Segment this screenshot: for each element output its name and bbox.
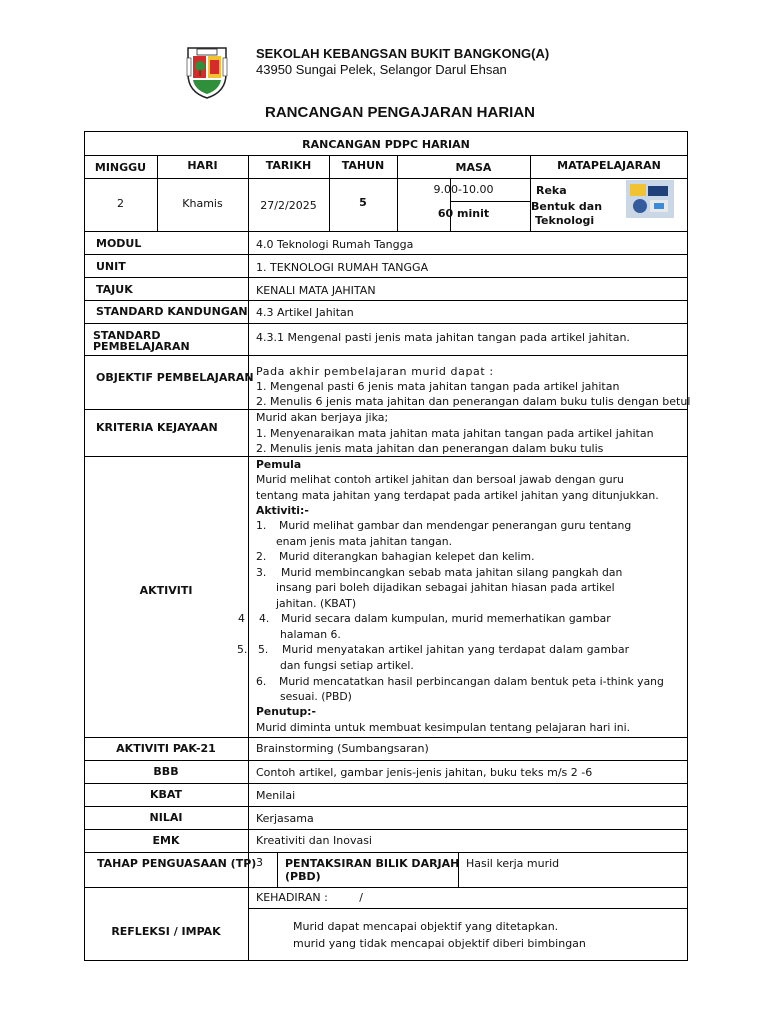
penutup-line-1: Murid diminta untuk membuat kesimpulan tentang pelajaran hari ini. <box>256 721 631 734</box>
label-tp: TAHAP PENGUASAAN (TP) <box>97 857 257 870</box>
subject-picture <box>626 180 674 218</box>
kehadiran: KEHADIRAN : / <box>256 891 364 904</box>
hari-value: Khamis <box>182 197 223 210</box>
pbd-line-2: (PBD) <box>285 870 321 883</box>
header-minggu: MINGGU <box>94 161 147 174</box>
aktiviti-5-number: 5. <box>258 643 269 656</box>
label-bbb: BBB <box>153 765 179 778</box>
label-pak21: AKTIVITI PAK-21 <box>116 742 216 755</box>
label-aktiviti: AKTIVITI <box>139 584 193 597</box>
objektif-line-1: Pada akhir pembelajaran murid dapat : <box>256 365 494 378</box>
label-standard-kandungan: STANDARD KANDUNGAN <box>96 305 248 318</box>
objektif-line-2: 1. Mengenal pasti 6 jenis mata jahitan tangan pada artikel jahitan <box>256 380 620 393</box>
aktiviti-heading: Aktiviti:- <box>256 504 309 517</box>
aktiviti-3-line-2: insang pari boleh dijadikan sebagai jahitan hiasan pada artikel <box>276 581 615 594</box>
aktiviti-5-line-2: dan fungsi setiap artikel. <box>280 659 414 672</box>
subject-line-3: Teknologi <box>535 214 595 227</box>
masa-time: 9.00-10.00 <box>433 183 494 196</box>
aktiviti-1-number: 1. <box>256 519 267 532</box>
label-emk: EMK <box>152 834 180 847</box>
school-logo <box>185 44 229 100</box>
subject-line-2: Bentuk dan <box>531 200 603 213</box>
school-address: 43950 Sungai Pelek, Selangor Darul Ehsan <box>256 62 507 77</box>
kriteria-line-1: Murid akan berjaya jika; <box>256 411 389 424</box>
unit-value: 1. TEKNOLOGI RUMAH TANGGA <box>256 261 429 274</box>
objektif-line-3: 2. Menulis 6 jenis mata jahitan dan penerangan dalam buku tulis dengan betul <box>256 395 691 408</box>
pemula-line-1: Murid melihat contoh artikel jahitan dan bersoal jawab dengan guru <box>256 473 624 486</box>
aktiviti-3-line-3: jahitan. (KBAT) <box>276 597 357 610</box>
page-title: RANCANGAN PENGAJARAN HARIAN <box>264 104 535 121</box>
aktiviti-4-marker: 4 <box>238 612 245 625</box>
modul-value: 4.0 Teknologi Rumah Tangga <box>256 238 414 251</box>
refleksi-line-1: Murid dapat mencapai objektif yang ditetapkan. <box>293 920 559 933</box>
penutup-heading: Penutup:- <box>256 705 316 718</box>
label-standard-pembelajaran-2: PEMBELAJARAN <box>93 340 190 353</box>
school-name: SEKOLAH KEBANGSAN BUKIT BANGKONG(A) <box>256 46 550 61</box>
nilai-value: Kerjasama <box>256 812 314 825</box>
label-nilai: NILAI <box>149 811 183 824</box>
aktiviti-2-line-1: Murid diterangkan bahagian kelepet dan kelim. <box>279 550 535 563</box>
aktiviti-4-line-1: Murid secara dalam kumpulan, murid memerhatikan gambar <box>281 612 611 625</box>
tahun-value: 5 <box>359 196 367 209</box>
masa-duration: 60 minit <box>437 207 490 220</box>
aktiviti-4-number: 4. <box>259 612 270 625</box>
emk-value: Kreativiti dan Inovasi <box>256 834 372 847</box>
aktiviti-6-line-2: sesuai. (PBD) <box>280 690 352 703</box>
pemula-heading: Pemula <box>256 458 302 471</box>
label-kbat: KBAT <box>149 788 183 801</box>
aktiviti-5-marker: 5. <box>237 643 248 656</box>
bbb-value: Contoh artikel, gambar jenis-jenis jahitan, buku teks m/s 2 -6 <box>256 766 593 779</box>
pak21-value: Brainstorming (Sumbangsaran) <box>256 742 429 755</box>
aktiviti-3-number: 3. <box>256 566 267 579</box>
kriteria-line-2: 1. Menyenaraikan mata jahitan mata jahitan tangan pada artikel jahitan <box>256 427 654 440</box>
aktiviti-3-line-1: Murid membincangkan sebab mata jahitan silang pangkah dan <box>281 566 623 579</box>
aktiviti-4-line-2: halaman 6. <box>280 628 341 641</box>
pbd-line-1: PENTAKSIRAN BILIK DARJAH <box>285 857 460 870</box>
hasil-kerja-value: Hasil kerja murid <box>466 857 560 870</box>
header-hari: HARI <box>187 159 218 172</box>
label-unit: UNIT <box>96 260 126 273</box>
label-refleksi: REFLEKSI / IMPAK <box>111 925 221 938</box>
kbat-value: Menilai <box>256 789 296 802</box>
label-modul: MODUL <box>96 237 142 250</box>
tarikh-value: 27/2/2025 <box>260 199 317 212</box>
aktiviti-1-line-2: enam jenis mata jahitan tangan. <box>276 535 453 548</box>
header-tarikh: TARIKH <box>265 159 312 172</box>
header-tahun: TAHUN <box>341 159 385 172</box>
header-matapelajaran: MATAPELAJARAN <box>557 159 661 172</box>
refleksi-line-2: murid yang tidak mencapai objektif diberi bimbingan <box>293 937 586 950</box>
aktiviti-6-number: 6. <box>256 675 267 688</box>
label-standard-pembelajaran-1: STANDARD <box>93 329 161 342</box>
subject-line-1: Reka <box>536 184 567 197</box>
label-objektif: OBJEKTIF PEMBELAJARAN <box>96 371 254 384</box>
tp-value: 3 <box>256 856 263 869</box>
standard-pembelajaran-value: 4.3.1 Mengenal pasti jenis mata jahitan tangan pada artikel jahitan. <box>256 331 630 344</box>
table-caption: RANCANGAN PDPC HARIAN <box>302 138 470 151</box>
pemula-line-2: tentang mata jahitan yang terdapat pada artikel jahitan yang ditunjukkan. <box>256 489 659 502</box>
tajuk-value: KENALI MATA JAHITAN <box>256 284 376 297</box>
aktiviti-5-line-1: Murid menyatakan artikel jahitan yang terdapat dalam gambar <box>282 643 630 656</box>
header-masa: MASA <box>455 161 492 174</box>
aktiviti-1-line-1: Murid melihat gambar dan mendengar penerangan guru tentang <box>279 519 632 532</box>
label-tajuk: TAJUK <box>96 283 133 296</box>
label-kriteria: KRITERIA KEJAYAAN <box>96 421 218 434</box>
standard-kandungan-value: 4.3 Artikel Jahitan <box>256 306 354 319</box>
kriteria-line-3: 2. Menulis jenis mata jahitan dan penerangan dalam buku tulis <box>256 442 604 455</box>
aktiviti-6-line-1: Murid mencatatkan hasil perbincangan dalam bentuk peta i-think yang <box>279 675 664 688</box>
minggu-value: 2 <box>117 197 124 210</box>
aktiviti-2-number: 2. <box>256 550 267 563</box>
